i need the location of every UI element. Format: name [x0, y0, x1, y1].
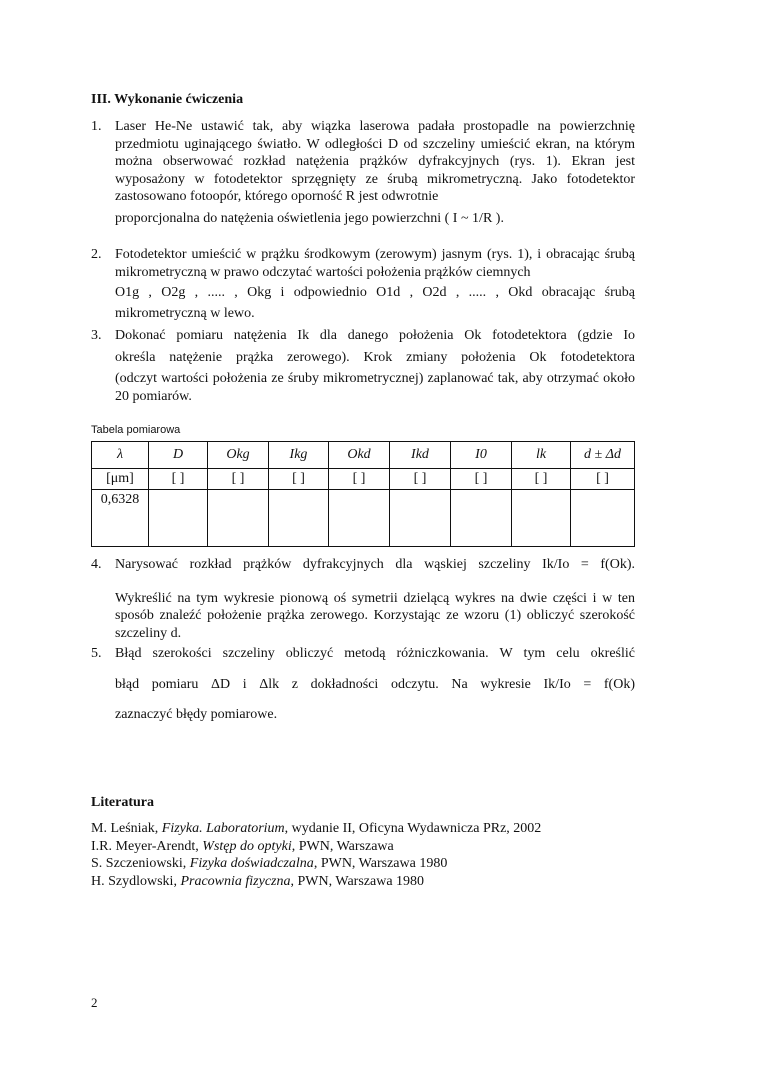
measurement-table — [91, 441, 635, 547]
table-row — [92, 490, 635, 547]
table-header-cell: Okd — [329, 442, 390, 469]
table-unit-cell: [ ] — [390, 469, 451, 490]
item-number: 1. — [91, 119, 102, 134]
item-text: Błąd szerokości szczeliny obliczyć metodą różniczkowania. W tym celu określić — [115, 646, 635, 661]
item-text: określa natężenie prążka zerowego). Krok zmiany położenia Ok fotodetektora — [115, 349, 635, 365]
reference-author: I.R. Meyer-Arendt, — [91, 838, 203, 854]
item-text: Dokonać pomiaru natężenia Ik dla danego położenia Ok fotodetektora (gdzie Io — [115, 328, 635, 343]
table-header-cell: lk — [512, 442, 571, 469]
reference-details: , wydanie II, Oficyna Wydawnicza PRz, 2002 — [284, 821, 542, 836]
table-header-cell: D — [149, 442, 208, 469]
table-cell — [571, 490, 635, 547]
page-number: 2 — [91, 995, 98, 1010]
reference-entry — [91, 873, 541, 891]
item-number: 4. — [91, 557, 102, 572]
reference-title: Fizyka doświadczalna — [189, 856, 314, 871]
table-header-cell: Ikg — [269, 442, 329, 469]
item-text: Narysować rozkład prążków dyfrakcyjnych dla wąskiej szczeliny Ik/Io = f(Ok). — [115, 557, 635, 572]
item-text: O1g , O2g , ..... , Okg i odpowiednio O1d , O2d , ..... , Okd obracając śrubą — [115, 285, 635, 300]
literature-heading: Literatura — [91, 795, 154, 810]
table-unit-cell: [ ] — [269, 469, 329, 490]
table-header-cell: I0 — [451, 442, 512, 469]
table-unit-cell: [ ] — [149, 469, 208, 490]
item-number: 2. — [91, 247, 102, 262]
reference-details: , PWN, Warszawa — [291, 838, 394, 854]
table-cell — [451, 490, 512, 547]
table-unit-cell: [ ] — [208, 469, 269, 490]
list-item-2 — [91, 246, 635, 322]
reference-title: Fizyka. Laboratorium — [161, 821, 285, 836]
table-unit-cell: [ ] — [571, 469, 635, 490]
section-heading: III. Wykonanie ćwiczenia — [91, 92, 244, 107]
reference-title: Wstęp do optyki — [202, 838, 292, 854]
reference-details: , PWN, Warszawa 1980 — [290, 873, 425, 889]
table-header-cell: d ± Δd — [571, 442, 635, 469]
table-header-cell: Ikd — [390, 442, 451, 469]
item-text: Wykreślić na tym wykresie pionową oś symetrii dzielącą wykres na dwie części i w ten sposób znaleźć położenie prążka zerowego. Korzystając ze wzoru (1) obliczyć szerokość szczeliny d. — [115, 590, 635, 641]
reference-author: H. Szydlowski, — [91, 873, 181, 889]
item-text: proporcjonalna do natężenia oświetlenia jego powierzchni ( I ~ 1/R ). — [115, 210, 504, 226]
table-header-cell: Okg — [208, 442, 269, 469]
list-item-5 — [91, 645, 635, 724]
table-unit-cell: [ ] — [512, 469, 571, 490]
reference-entry — [91, 855, 541, 873]
list-item-4 — [91, 556, 635, 642]
table-cell: 0,6328 — [92, 490, 149, 547]
item-text: błąd pomiaru ΔD i Δlk z dokładności odczytu. Na wykresie Ik/Io = f(Ok) — [115, 676, 635, 692]
table-header-row — [92, 442, 635, 469]
table-unit-cell: [μm] — [92, 469, 149, 490]
reference-author: M. Leśniak, — [91, 821, 162, 836]
item-number: 5. — [91, 646, 102, 661]
table-cell — [512, 490, 571, 547]
reference-entry — [91, 838, 541, 856]
reference-author: S. Szczeniowski, — [91, 856, 190, 871]
table-cell — [269, 490, 329, 547]
item-text: mikrometryczną w lewo. — [115, 305, 255, 321]
reference-entry — [91, 820, 541, 838]
item-number: 3. — [91, 328, 102, 343]
table-cell — [149, 490, 208, 547]
reference-list — [91, 820, 541, 890]
item-text: zaznaczyć błędy pomiarowe. — [115, 707, 278, 722]
table-units-row — [92, 469, 635, 490]
reference-title: Pracownia fizyczna — [180, 873, 291, 889]
reference-details: , PWN, Warszawa 1980 — [313, 856, 448, 871]
item-text: Fotodetektor umieścić w prążku środkowym (zerowym) jasnym (rys. 1), i obracając śrubą mikrometryczną w prawo odczytać wartości położenia prążków ciemnych — [115, 247, 635, 280]
table-caption: Tabela pomiarowa — [91, 424, 181, 436]
table-unit-cell: [ ] — [451, 469, 512, 490]
table-cell — [329, 490, 390, 547]
list-item-1 — [91, 118, 635, 227]
table-cell — [208, 490, 269, 547]
table-header-cell: λ — [92, 442, 149, 469]
item-text: Laser He-Ne ustawić tak, aby wiązka laserowa padała prostopadle na powierzchnię przedmiotu uginającego światło. W odległości D od szczeliny umieścić ekran, na którym można obserwować rozkład natężenia prążków dyfrakcyjnych (rys. 1). Ekran jest wyposażony w fotodetektor sprzęgnięty ze śrubą mikrometryczną. Jako fotodetektor zastosowano fotoopór, którego oporność R jest odwrotnie — [115, 119, 635, 204]
table-cell — [390, 490, 451, 547]
item-text: (odczyt wartości położenia ze śruby mikrometrycznej) zaplanować tak, aby otrzymać około 20 pomiarów. — [115, 371, 635, 404]
table-unit-cell: [ ] — [329, 469, 390, 490]
list-item-3 — [91, 327, 635, 405]
